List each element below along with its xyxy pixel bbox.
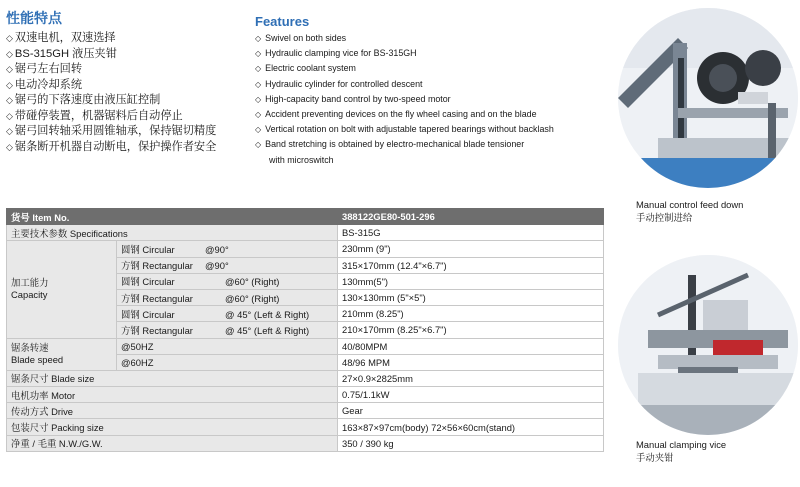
photo2-caption-en: Manual clamping vice — [636, 439, 727, 450]
blade-speed-label-cn: 锯条转速 — [11, 342, 49, 354]
blade-speed-value: 48/96 MPM — [338, 354, 604, 370]
blade-speed-value: 40/80MPM — [338, 338, 604, 354]
blade-speed-label-en: Blade speed — [11, 354, 64, 366]
features-en-title: Features — [255, 14, 310, 29]
spec-label: 净重 / 毛重 N.W./G.W. — [7, 435, 338, 451]
blade-speed-freq: @50HZ — [117, 338, 338, 354]
capacity-group-label — [7, 241, 117, 338]
spec-header-label: 货号 Item No. — [7, 209, 338, 225]
spec-row — [7, 225, 604, 241]
capacity-value: 230mm (9") — [338, 241, 604, 257]
capacity-condition: 圆钢 Circular @ 45° (Left & Right) — [117, 306, 338, 322]
bandsaw-feed-illustration — [618, 8, 798, 188]
feature-en-item: ◇ Hydraulic cylinder for controlled descent — [255, 77, 605, 92]
capacity-condition: 方钢 Rectangular @90° — [117, 257, 338, 273]
features-cn — [6, 8, 246, 155]
photo2-caption — [636, 438, 726, 464]
photo-manual-feed — [618, 8, 798, 188]
spec-label: 主要技术参数 Specifications — [7, 225, 338, 241]
feature-en-item: ◇ Electric coolant system — [255, 61, 605, 76]
capacity-label-en: Capacity — [11, 289, 48, 301]
spec-label: 锯条尺寸 Blade size — [7, 370, 338, 386]
spec-label: 电机功率 Motor — [7, 387, 338, 403]
feature-en-item: ◇ Hydraulic clamping vice for BS-315GH — [255, 46, 605, 61]
feature-en-item: ◇ Band stretching is obtained by electro-mechanical blade tensioner — [255, 137, 605, 152]
capacity-value: 210mm (8.25") — [338, 306, 604, 322]
feature-cn-item: ◇ 锯条断开机器自动断电，保护操作者安全 — [6, 140, 246, 156]
capacity-value: 210×170mm (8.25"×6.7") — [338, 322, 604, 338]
spec-header-row — [7, 209, 604, 225]
photo1-caption — [636, 198, 743, 224]
features-en — [255, 14, 605, 168]
blade-speed-row — [7, 338, 604, 354]
spec-row — [7, 370, 604, 386]
spec-label: 传动方式 Drive — [7, 403, 338, 419]
capacity-condition: 圆钢 Circular @60° (Right) — [117, 273, 338, 289]
feature-cn-item: ◇ 锯弓左右回转 — [6, 62, 246, 78]
capacity-value: 315×170mm (12.4"×6.7") — [338, 257, 604, 273]
blade-speed-freq: @60HZ — [117, 354, 338, 370]
feature-cn-item: ◇ 带碰停装置，机器锯料后自动停止 — [6, 109, 246, 125]
features-en-list — [255, 31, 605, 168]
feature-en-item: ◇ Vertical rotation on bolt with adjustable tapered bearings without backlash — [255, 122, 605, 137]
spec-row — [7, 419, 604, 435]
capacity-condition: 圆钢 Circular @90° — [117, 241, 338, 257]
spec-row — [7, 435, 604, 451]
spec-value: BS-315G — [338, 225, 604, 241]
feature-cn-item: ◇ 双速电机，双速选择 — [6, 31, 246, 47]
spec-row — [7, 403, 604, 419]
features-cn-list — [6, 31, 246, 155]
capacity-row — [7, 241, 604, 257]
spec-value: 0.75/1.1kW — [338, 387, 604, 403]
spec-label: 包装尺寸 Packing size — [7, 419, 338, 435]
spec-value: Gear — [338, 403, 604, 419]
feature-en-item: ◇ Swivel on both sides — [255, 31, 605, 46]
feature-cn-item: ◇ BS-315GH 液压夹钳 — [6, 47, 246, 63]
feature-en-item: ◇ Accident preventing devices on the fly wheel casing and on the blade — [255, 107, 605, 122]
photo1-caption-cn: 手动控制进给 — [636, 212, 693, 223]
spec-table — [6, 208, 604, 452]
capacity-value: 130mm(5") — [338, 273, 604, 289]
feature-en-item: ◇ High-capacity band control by two-speed motor — [255, 92, 605, 107]
feature-cn-item: ◇ 锯弓回转轴采用圆锥轴承，保持锯切精度 — [6, 124, 246, 140]
spec-row — [7, 387, 604, 403]
photo2-caption-cn: 手动夹钳 — [636, 452, 674, 463]
spec-value: 350 / 390 kg — [338, 435, 604, 451]
feature-en-item-continuation: with microswitch — [269, 154, 334, 165]
capacity-label-cn: 加工能力 — [11, 277, 49, 289]
capacity-condition: 方钢 Rectangular @ 45° (Left & Right) — [117, 322, 338, 338]
spec-header-value: 388122GE80-501-296 — [338, 209, 604, 225]
feature-cn-item: ◇ 锯弓的下落速度由液压缸控制 — [6, 93, 246, 109]
spec-value: 27×0.9×2825mm — [338, 370, 604, 386]
capacity-value: 130×130mm (5"×5") — [338, 289, 604, 305]
capacity-condition: 方钢 Rectangular @60° (Right) — [117, 289, 338, 305]
features-cn-title: 性能特点 — [6, 10, 62, 26]
clamping-vice-illustration — [618, 255, 798, 435]
feature-cn-item: ◇ 电动冷却系统 — [6, 78, 246, 94]
spec-value: 163×87×97cm(body) 72×56×60cm(stand) — [338, 419, 604, 435]
photo-clamping-vice — [618, 255, 798, 435]
blade-speed-group-label — [7, 338, 117, 370]
photo1-caption-en: Manual control feed down — [636, 199, 744, 210]
